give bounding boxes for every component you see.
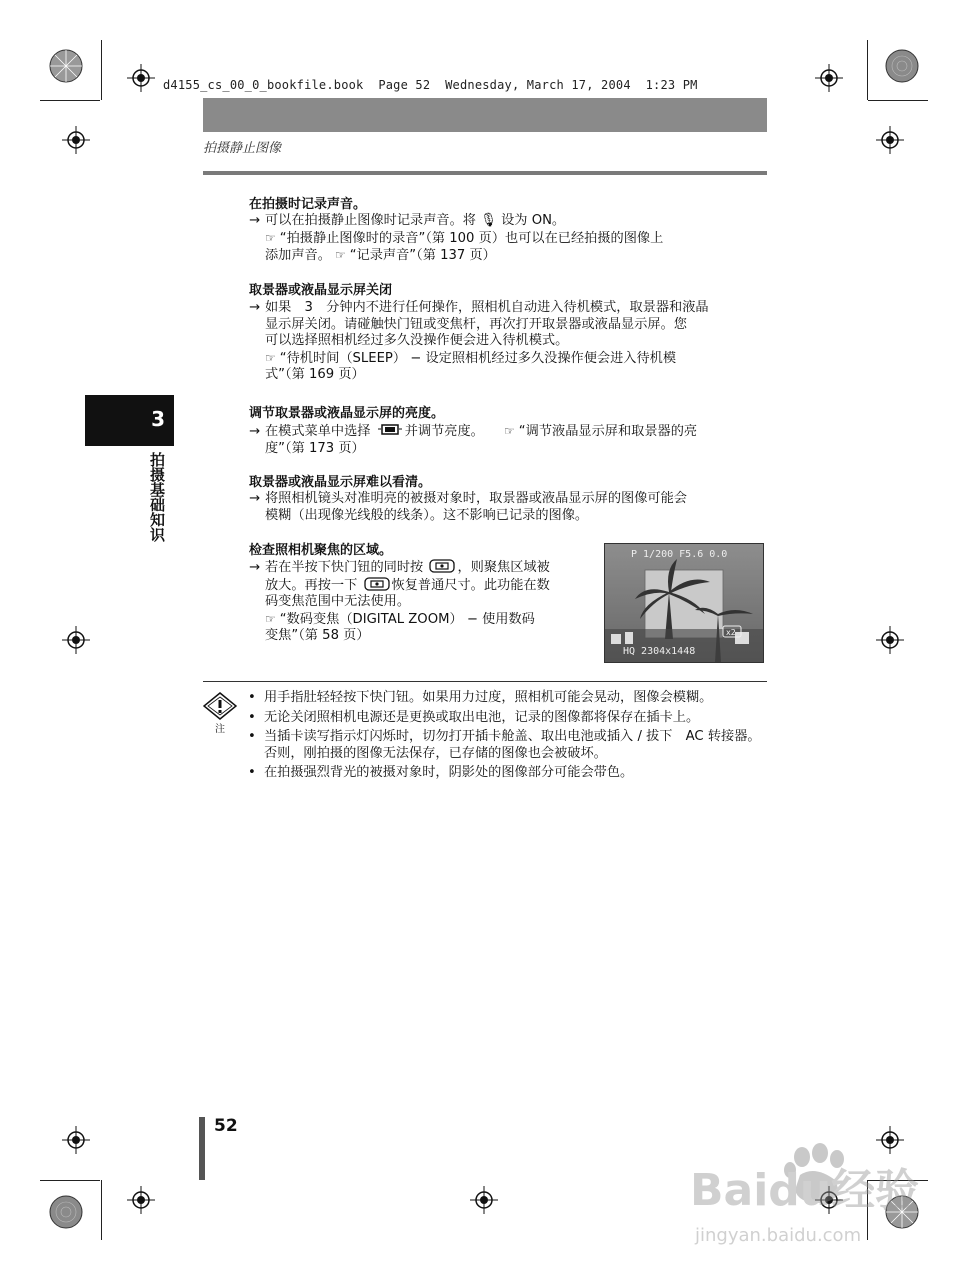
crop-mark xyxy=(868,100,928,101)
watermark-url: jingyan.baidu.com xyxy=(695,1225,862,1246)
crop-mark xyxy=(867,40,868,100)
reference-hand-icon: ☞ xyxy=(265,350,276,365)
page-number-bar xyxy=(199,1117,205,1180)
body-line: 并调节亮度。 xyxy=(404,424,484,439)
reference-hand-icon: ☞ xyxy=(334,248,346,263)
registration-target-icon xyxy=(884,48,920,84)
baidu-watermark-logo xyxy=(690,1135,940,1260)
body-line: 变焦”（第 58 页） xyxy=(265,628,370,644)
body-line: 添加声音。 xyxy=(265,248,331,264)
crosshair-mark-icon xyxy=(876,626,904,654)
body-line: 模糊（出现像光线般的线条）。这不影响已记录的图像。 xyxy=(265,507,589,523)
body-line: 若在半按下快门钮的同时按 xyxy=(265,560,424,575)
section-heading: 检查照相机聚焦的区域。 xyxy=(249,543,393,558)
file-info-line: d4155_cs_00_0_bookfile.book Page 52 Wednesday, March 17, 2004 1:23 PM xyxy=(163,78,698,92)
crop-mark xyxy=(40,1180,100,1181)
section-title: 拍摄静止图像 xyxy=(203,141,282,156)
chapter-side-label: 拍摄基础知识 xyxy=(148,452,166,542)
list-item: • 在拍摄强烈背光的被摄对象时，阴影处的图像部分可能会带色。 xyxy=(245,765,769,782)
body-line: 显示屏关闭。请碰触快门钮或变焦杆，再次打开取景器或液晶显示屏。您 xyxy=(265,316,687,332)
crosshair-mark-icon xyxy=(876,126,904,154)
camera-lcd-photo xyxy=(604,543,764,663)
reference-hand-icon: ☞ xyxy=(265,230,276,245)
crop-mark xyxy=(101,40,102,100)
zoom-button-icon xyxy=(364,577,390,591)
crosshair-mark-icon xyxy=(62,626,90,654)
body-line: 在模式菜单中选择 xyxy=(265,424,371,439)
body-line: 式”（第 169 页） xyxy=(265,367,365,383)
body-line: 可以在拍摄静止图像时记录声音。将 🎙 设为 ON。 xyxy=(265,213,566,228)
zoom-badge: x2 xyxy=(726,628,736,637)
crosshair-mark-icon xyxy=(127,1186,155,1214)
list-item: • 用手指肚轻轻按下快门钮。如果用力过度，照相机可能会晃动，图像会模糊。 xyxy=(245,690,769,707)
body-line: 将照相机镜头对准明亮的被摄对象时，取景器或液晶显示屏的图像可能会 xyxy=(265,491,687,506)
body-line: 放大。再按一下 xyxy=(265,577,358,593)
body-line: 度”（第 173 页） xyxy=(265,440,365,456)
section-body: → 可以在拍摄静止图像时记录声音。将 🎙 设为 ON。 ☞ “拍摄静止图像时的录音”（第 100 页）也可以在已经拍摄的图像上 添加声音。 ☞ “记录声音”（第 137 页） xyxy=(249,213,664,264)
body-line: ，则聚焦区域被 xyxy=(457,560,550,575)
body-line: “待机时间（SLEEP） − 设定照相机经过多久没操作便会进入待机模 xyxy=(279,350,677,366)
reference-hand-icon: ☞ xyxy=(504,424,515,438)
list-item: • 当插卡读写指示灯闪烁时，切勿打开插卡舱盖、取出电池或插入 / 拔下 AC 转接器。否则，刚拍摄的图像无法保存，已存储的图像也会被破坏。 xyxy=(245,729,769,762)
section-heading: 在拍摄时记录声音。 xyxy=(249,197,367,212)
palm-tree-scene-image xyxy=(605,544,763,662)
chapter-tab xyxy=(85,395,174,446)
notes-list xyxy=(245,690,769,785)
notes-divider xyxy=(203,681,767,682)
header-bar xyxy=(203,98,767,132)
section-body: → 将照相机镜头对准明亮的被摄对象时，取景器或液晶显示屏的图像可能会 模糊（出现像光线般的线条）。这不影响已记录的图像。 xyxy=(249,491,769,524)
body-line: “调节液晶显示屏和取景器的亮 xyxy=(518,424,698,439)
crop-mark xyxy=(101,1180,102,1240)
crosshair-mark-icon xyxy=(62,126,90,154)
body-line: “拍摄静止图像时的录音”（第 100 页）也可以在已经拍摄的图像上 xyxy=(279,230,664,246)
list-item: • 无论关闭照相机电源还是更换或取出电池，记录的图像都将保存在插卡上。 xyxy=(245,710,769,727)
note-icon-label: 注 xyxy=(215,724,225,735)
top-readout: P 1/200 F5.6 0.0 xyxy=(631,549,728,560)
crosshair-mark-icon xyxy=(127,64,155,92)
chapter-number: 3 xyxy=(151,407,165,431)
crosshair-mark-icon xyxy=(62,1126,90,1154)
body-line: 恢复普通尺寸。此功能在数 xyxy=(391,577,550,593)
reference-hand-icon: ☞ xyxy=(265,611,276,626)
crosshair-mark-icon xyxy=(470,1186,498,1214)
header-rule xyxy=(203,171,767,175)
bottom-readout: HQ 2304x1448 xyxy=(623,646,696,657)
body-line: 可以选择照相机经过多久没操作便会进入待机模式。 xyxy=(265,333,569,349)
watermark-brand: Baidu经验 xyxy=(690,1165,920,1216)
brightness-icon xyxy=(378,423,402,437)
body-line: 如果 3 分钟内不进行任何操作，照相机自动进入待机模式，取景器和液晶 xyxy=(265,300,709,315)
section-body: → 如果 3 分钟内不进行任何操作，照相机自动进入待机模式，取景器和液晶 显示屏关闭。请碰触快门钮或变焦杆，再次打开取景器或液晶显示屏。您 可以选择照相机经过多久没操作便会进入待机模式。 ☞ “待机时间（SLEEP） − 设定照相机经过多久没操作便会进入待机模 式”（第 169 页） xyxy=(249,300,769,384)
registration-target-icon xyxy=(48,1194,84,1230)
body-line: 码变焦范围中无法使用。 xyxy=(265,594,411,610)
page-number: 52 xyxy=(214,1116,238,1136)
registration-target-icon xyxy=(48,48,84,84)
section-heading: 调节取景器或液晶显示屏的亮度。 xyxy=(249,406,445,421)
section-body: → 若在半按下快门钮的同时按 ，则聚焦区域被 放大。再按一下 恢复普通尺寸。此功能在数 码变焦范围中无法使用。 ☞ “数码变焦（DIGITAL ZOOM） − 使用数码 变焦”（第 58 页） xyxy=(249,559,594,645)
crop-mark xyxy=(40,100,100,101)
body-line: “记录声音”（第 137 页） xyxy=(349,248,496,264)
section-heading: 取景器或液晶显示屏关闭 xyxy=(249,283,393,298)
crosshair-mark-icon xyxy=(815,64,843,92)
body-line: “数码变焦（DIGITAL ZOOM） − 使用数码 xyxy=(279,611,535,627)
caution-note-icon xyxy=(203,692,237,735)
section-heading: 取景器或液晶显示屏难以看清。 xyxy=(249,475,432,490)
zoom-button-icon xyxy=(429,559,455,573)
section-body: → 在模式菜单中选择 并调节亮度。 ☞ “调节液晶显示屏和取景器的亮 度”（第 173 页） xyxy=(249,423,769,457)
